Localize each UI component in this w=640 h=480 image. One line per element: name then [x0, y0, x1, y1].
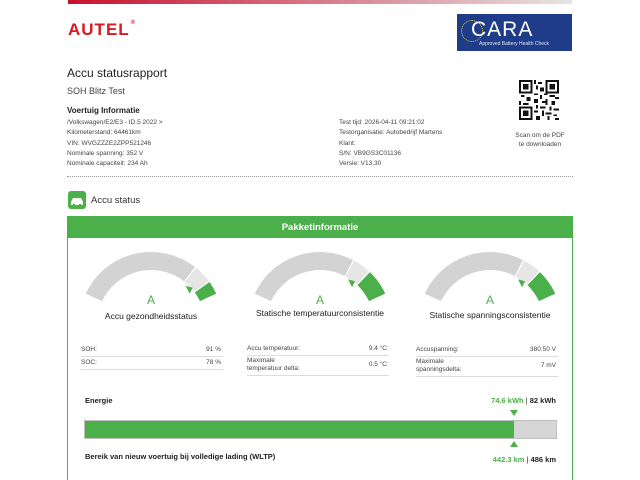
temperature-row: [247, 342, 389, 356]
report-subtitle: SOH Blitz Test: [67, 86, 125, 96]
report-title: Accu statusrapport: [67, 66, 168, 80]
soc-label: SOC:: [81, 359, 97, 366]
soh-value: 91 %: [206, 346, 221, 353]
serial-number: S/N: VB9GS3C01136: [339, 149, 402, 157]
top-accent-bar: [68, 0, 572, 4]
temperature-delta-label-2: temperatuur delta:: [247, 365, 300, 372]
test-time: Test tijd: 2026-04-11 09:21:02: [339, 119, 425, 126]
vehicle-info-right: [339, 118, 442, 169]
cara-subtitle: Approved Battery Health Check: [479, 41, 550, 47]
panel-header: Pakketinformatie: [68, 217, 572, 238]
temperature-grade: A: [315, 293, 324, 307]
range-total: 486 km: [530, 455, 556, 464]
voltage-delta-label-2: spanningsdelta:: [416, 366, 462, 373]
energy-separator: |: [523, 396, 530, 405]
software-version: Versie: V13.30: [339, 160, 382, 168]
autel-logo: AUTEL®: [68, 20, 137, 39]
range-marker-icon: [510, 441, 518, 447]
qr-caption: [500, 131, 580, 149]
soh-row: [81, 344, 223, 357]
battery-car-icon: [68, 191, 86, 209]
soc-value: 78 %: [206, 359, 221, 366]
test-organisation: Testorganisatie: Autobedrijf Martens: [339, 129, 443, 137]
temperature-value: 9.4 °C: [368, 345, 387, 352]
section-divider: [67, 176, 573, 177]
qr-caption-line2: te downloaden: [518, 141, 562, 148]
voltage-delta-value: 7 mV: [540, 362, 556, 369]
cara-logo: [457, 14, 572, 51]
range-label: Bereik van nieuw voertuig bij volledige lading (WLTP): [85, 452, 276, 461]
range-current: 442.3 km: [492, 455, 525, 464]
soh-label: SOH:: [81, 346, 97, 353]
qr-caption-line1: Scan om de PDF: [515, 132, 565, 139]
temperature-delta-value: 0.5 °C: [368, 361, 387, 368]
voltage-row: [416, 344, 558, 357]
vehicle-model: /Volkswagen/E2/E3 - ID.5 2022 >: [67, 119, 163, 126]
cara-wordmark: CARA: [471, 18, 534, 41]
voltage-value: 380.50 V: [529, 346, 556, 353]
voltage-label: Accuspanning:: [416, 346, 459, 353]
soc-row: [81, 357, 223, 370]
vehicle-info-heading: Voertuig Informatie: [67, 106, 140, 115]
energy-marker-icon: [510, 410, 518, 416]
health-grade: A: [146, 293, 155, 307]
nominal-voltage: Nominale spanning: 352 V: [67, 149, 144, 157]
temperature-label: Accu temperatuur:: [247, 345, 301, 352]
health-gauge-label: Accu gezondheidsstatus: [104, 311, 198, 321]
energy-bar-fill: [85, 421, 514, 438]
temperature-delta-label: [247, 357, 300, 373]
vehicle-info-left: [67, 118, 163, 169]
voltage-grade: A: [485, 293, 494, 307]
energy-label: Energie: [85, 396, 113, 405]
energy-current: 74.6 kWh: [491, 396, 524, 405]
energy-total: 82 kWh: [529, 396, 556, 405]
range-value: [493, 455, 556, 464]
qr-code-icon[interactable]: [519, 80, 559, 120]
range-separator: |: [524, 455, 531, 464]
energy-value: [491, 396, 556, 405]
temperature-delta-label-1: Maximale: [247, 357, 275, 364]
vin: VIN: WVGZZZE2ZPP521246: [67, 139, 152, 147]
nominal-capacity: Nominale capaciteit: 234 Ah: [67, 160, 148, 168]
energy-bar: [84, 420, 557, 439]
mileage: Kilometerstand: 64461km: [67, 129, 141, 137]
temperature-delta-row: [247, 356, 389, 376]
status-section-title: Accu status: [91, 195, 141, 206]
customer: Klant:: [339, 139, 356, 147]
voltage-delta-row: [416, 357, 558, 377]
voltage-delta-label: [416, 358, 462, 374]
voltage-delta-label-1: Maximale: [416, 358, 444, 365]
temperature-gauge-label: Statische temperatuurconsistentie: [255, 308, 385, 318]
voltage-gauge-label: Statische spanningsconsistentie: [429, 310, 551, 320]
